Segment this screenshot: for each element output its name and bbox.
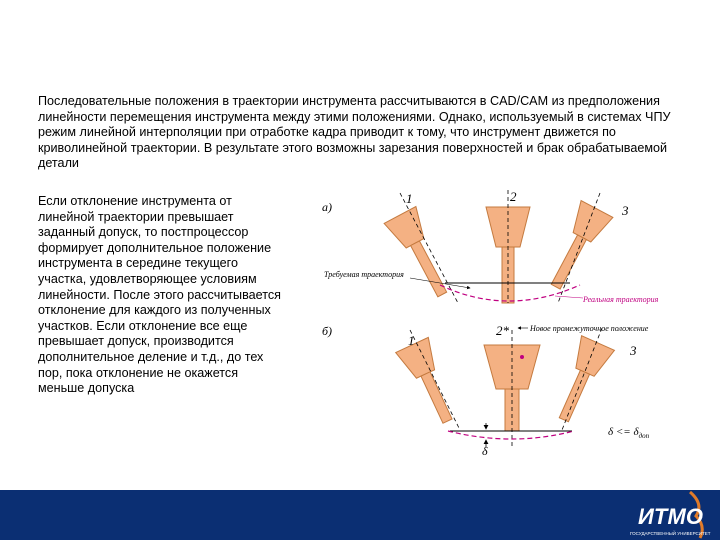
pos-2-a: 2 <box>510 189 517 204</box>
tool-position-1-a <box>384 207 458 303</box>
delta-label: δ <box>482 444 488 458</box>
itmo-logo <box>620 490 720 540</box>
logo-subtext: ГОСУДАРСТВЕННЫЙ УНИВЕРСИТЕТ <box>630 531 711 536</box>
intro-paragraph: Последовательные положения в траектории инструмента рассчитываются в CAD/CAM из предположения линейности перемещения инструмента между этими положениями. Однако, используемый в системах ЧПУ режим линейной интерполяции при отработке кадра приводит к тому, что инструмент движется по криволинейной траектории. В результате этого возможны зарезания поверхностей и брак обрабатываемой детали <box>38 94 671 171</box>
body-paragraph: Если отклонение инструмента от линейной траектории превышает заданный допуск, то постпроцессор формирует дополнительное положение инструмента в середине текущего участка, удовлетворяющее условиям линейности. После этого рассчитывается отклонение для каждого из полученных участков. Если отклонение все еще превышает допуск, производится дополнительное деление и т.д., до тех пор, пока отклонение не окажется меньше допуска <box>38 194 281 396</box>
pos-1-b: 1 <box>408 333 415 348</box>
real-path-curve-b <box>448 431 574 439</box>
label-a: а) <box>322 200 332 214</box>
pos-3-a: 3 <box>622 203 629 218</box>
tool-position-1-b <box>396 337 464 428</box>
pos-3-b: 3 <box>630 343 637 358</box>
tolerance-condition: $\delta <= \delta_{доп}$ <box>608 426 650 440</box>
logo-text: ИТМО <box>638 504 703 529</box>
footer-bar <box>0 490 720 540</box>
tool-path-diagram <box>300 185 700 465</box>
label-b: б) <box>322 324 333 338</box>
new-intermediate-label: Новое промежуточное положение <box>530 324 649 333</box>
real-path-label: Реальная траектория <box>583 295 659 304</box>
tool-position-3-a <box>540 201 613 296</box>
required-path-label: Требуемая траектория <box>324 270 404 279</box>
pos-2star-b: 2* <box>496 323 509 338</box>
pos-1-a: 1 <box>406 191 413 206</box>
